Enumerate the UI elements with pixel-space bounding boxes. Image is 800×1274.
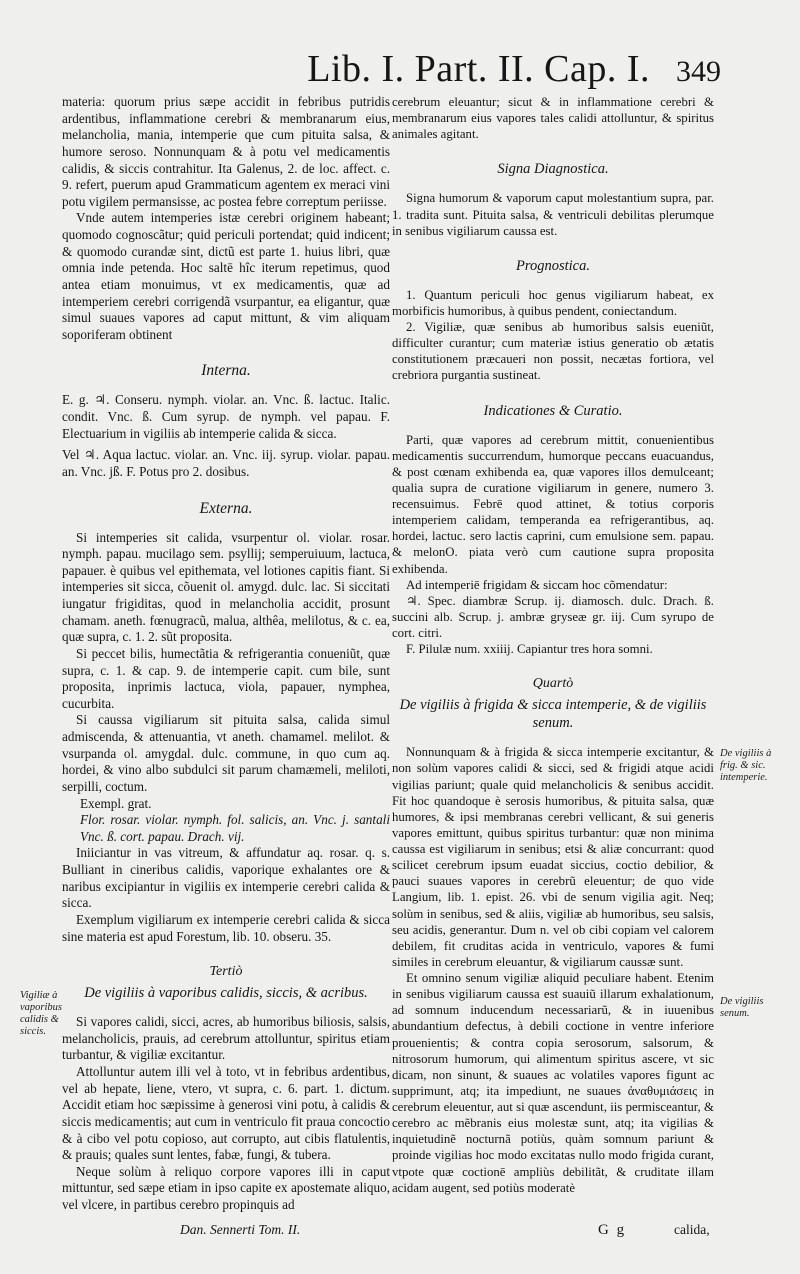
paragraph: Exemplum vigiliarum ex intemperie cerebri calida & sicca sine materia est apud Forestum, lib. 10. obseru. 35.: [62, 911, 390, 944]
section-heading-signa: Signa Diagnostica.: [497, 161, 609, 178]
paragraph: Et omnino senum vigiliæ aliquid peculiare habent. Etenim in senibus vigiliarum caussa est suauiũ illarum exhalationum, ad somnum inducendum necessariarũ, & in iuuenibus abundantium defectus, à debili coctione in ventre inferiore prouenientis; & contra copia serosorum, salsorum, & nitrosorum humorum, qui alimentum spiritus ascere, vt sic dicam, non sinunt, & suaues ac volatiles vapores figunt ac supprimunt, atq; ita impediunt, ne suaues ἀναθυμιάσεις in cerebrum eleuentur, aut si quæ ascendunt, iis permisceantur, & cerebro ac mẽbranis eius molestæ sunt, atq; ita vigilias & inquietudinẽ nocturnã potiùs, quàm somnum pariunt & proinde vigilias hoc modo excitatas nullo modo frigida curant, vtpote quæ coctionē ampliùs debilitãt, & cruditate illam acidam augent, sed potiùs moderatè: [392, 971, 714, 1195]
right-column: [392, 94, 714, 1196]
margin-note: De vigiliis à frig. & sic. intemperie.: [720, 748, 772, 783]
prescription: F. Pilulæ num. xxiiij. Capiantur tres hora somni.: [406, 642, 653, 657]
example-label: Exempl. grat.: [80, 795, 152, 811]
paragraph: Si intemperies sit calida, vsurpentur ol. violar. rosar. nymph. papau. mucilago sem. psyllij; semperuiuum, lactuca, papauer. è quibus vel epithemata, vel lotiones capitis fiant. Si intemperies sit sicca, cõuenit ol. amygd. dulc. lac. Si siccitati iungatur frigiditas, quod in melancholia accidit, prosunt chamam. aneth. fœnugracũ, malua, althêa, melilotus, & c. ea, quæ supra, c. 1. 2. sũt proposita.: [62, 529, 390, 645]
paragraph: 1. Quantum periculi hoc genus vigiliarum habeat, ex morbificis humoribus, à quibus pendent, coniectandum.: [392, 287, 714, 318]
page-number: 349: [676, 55, 721, 88]
paragraph: 2. Vigiliæ, quæ senibus ab humoribus salsis eueniũt, difficulter curantur; cum materiæ istius generatio ob ætatis constitutionem præcaueri non possit, necætas fortiora, vel crebriora purgantia sustineat.: [392, 320, 714, 383]
paragraph: Vnde autem intemperies istæ cerebri originem habeant; quomodo cognoscãtur; quid periculi portendat; quid indicent; & quomodo curandæ sint, dictũ est parte 1. huius libri, quæ omnia inde petenda. Hoc saltē hîc iterum repetimus, quod antea etiam monuimus, vt ex medicamentis, quæ ad intemperiem cerebri corrigendã vsurpantur, ea eligantur, quæ simul suaues vapores ad caput mittunt, & vim aliquam soporiferam obtinent: [62, 210, 390, 342]
margin-note: Vigiliæ à vaporibus calidis & siccis.: [20, 990, 62, 1037]
paragraph: Si caussa vigiliarum sit pituita salsa, calida simul admiscenda, & attenuantia, vt aneth. chamamel. melilot. & vsurpanda ol. amygdal. dulc. commune, in quo cum aq. hordei, & vino albo subdulci sit parum chamæmeli, meliloti, serpilli, coctum.: [62, 712, 390, 794]
catchword: calida,: [674, 1222, 710, 1237]
margin-note: De vigiliis senum.: [720, 996, 764, 1019]
signature-mark: G g: [598, 1222, 627, 1238]
paragraph: Ad intemperiē frigidam & siccam hoc cõmendatur:: [406, 577, 668, 592]
paragraph: Signa humorum & vaporum caput molestantium supra, par. 1. tradita sunt. Pituita salsa, & ventriculi debilitas plerumque in senibus vigiliarum caussa est.: [392, 191, 714, 238]
paragraph: Attolluntur autem illi vel à toto, vt in febribus ardentibus, vel ab hepate, liene, vtero, vt supra, c. 6. part. 1. dictum. Accidit etiam hoc sæpissime à generosi vini potu, à calidis & siccis medicamentis; aut cum in ventriculo fit praua concoctio & à cibo vel potu copioso, aut corrupto, aut cibis flatulentis, & prauis; quales sunt lentes, fabæ, fungi, & tubera.: [62, 1064, 390, 1163]
prescription: E. g. ♃. Conseru. nymph. violar. an. Vnc. ß. lactuc. Italic. condit. Vnc. ß. Cum syrup. de nymph. vel papau. F. Electuarium in vigiliis ab intemperie calida & sicca.: [62, 392, 390, 441]
paragraph: cerebrum eleuantur; sicut & in inflammatione cerebri & membranarum eius vapores tales calidi attolluntur, & spiritus animales agitant.: [392, 95, 714, 142]
section-ordinal: Quartò: [532, 676, 574, 692]
section-heading: De vigiliis à frigida & sicca intemperie, & de vigiliis senum.: [399, 697, 707, 732]
paragraph: Si peccet bilis, humectãtia & refrigerantia conueniũt, quæ supra, c. 1. & cap. 9. de intemperie capit. cum bile, sunt proposita, inprimis lactuca, viola, papauer, nymphea, cucurbita.: [62, 645, 390, 711]
section-heading-interna: Interna.: [201, 362, 251, 380]
section-heading-externa: Externa.: [199, 499, 253, 517]
prescription: ♃. Spec. diambræ Scrup. ij. diamosch. dulc. Drach. ß. succini alb. Scrup. j. ambræ gryseæ gr. iij. Cum syrupo de cort. citri.: [392, 593, 714, 640]
prescription: Flor. rosar. violar. nymph. fol. salicis, an. Vnc. j. santali Vnc. ß. cort. papau. Drach. vij.: [80, 812, 390, 844]
section-heading-indicationes: Indicationes & Curatio.: [483, 402, 623, 419]
running-title: Lib. I. Part. II. Cap. I.: [307, 48, 650, 90]
paragraph: Iniiciantur in vas vitreum, & affundatur aq. rosar. q. s. Bulliant in cineribus calidis, vaporique exhalantes ore & naribus excipiantur in vigiliis ex intemperie cerebri calida & sicca.: [62, 845, 390, 911]
footer-author-note: Dan. Sennerti Tom. II.: [180, 1222, 301, 1237]
section-heading: De vigiliis à vaporibus calidis, siccis, & acribus.: [84, 985, 368, 1002]
paragraph: materia: quorum prius sæpe accidit in febribus putridis ardentibus, inflammatione cerebri & membranarum eius, melancholia, mania, intemperie que cum pituita salsa, & humore seroso. Nonnunquam & à potu vel medicamentis calidis, & siccis contrahitur. Ita Galenus, 2. de loc. affect. c. 9. refert, puerum apud Grammaticum agentem ex meraci vini potu vigilem permansisse, ac postea febre correptum periisse.: [62, 94, 390, 209]
page-header: [0, 44, 800, 94]
paragraph: Nonnunquam & à frigida & sicca intemperie excitantur, & non solùm vapores calidi & sicci, sed & frigidi atque acidi vigilias pariunt; quale quid melancholicis & senibus accidit. Fit hoc quandoque è serosis humoribus, & pituita salsa, quæ humores, & ipsi membranas cerebri vellicant, & sui generis vapores emittunt, quibus spiritus turbantur: quæ non minima caussa est vigiliarum in senibus; etsi & aliæ concurrant: quod scilicet cerebrum ipsum euadat siccius, coctio debilior, & pauci suaues vapores in cerebrũ eleuentur; de quo vide Langium, lib. 1. epist. 26. vbi de senum vigilia agit. Neq; solùm in senibus, sed & aliis, vigiliæ ab humoribus, seu salsis, seu acidis, generantur. Dum n. vel ob cibi copiam vel calorem debilem, fit cruditas acida in ventriculo, vapores & fumi similes in cerebrum eleuantur, & vigiliarum caussæ sunt.: [392, 745, 714, 969]
section-heading-prognostica: Prognostica.: [516, 257, 590, 274]
section-ordinal: Tertiò: [209, 964, 243, 980]
paragraph: Neque solùm à reliquo corpore vapores illi in caput mittuntur, sed sæpe etiam in ipso capite ex apostemate aliquo, vel vlcere, in partibus cerebro propinquis ad: [62, 1163, 390, 1212]
left-column: [62, 94, 390, 1214]
paragraph: Parti, quæ vapores ad cerebrum mittit, conuenientibus medicamentis succurrendum, humorque peccans euacuandus, & post cœnam exhibenda ea, quæ vapores illos demulceant; qualia supra de curatione vigiliarum in genere, numero 3. recensuimus. Febrē quod attinet, & totius corporis intemperiem calidam, temperanda ea refrigerantibus, aq. hordei, lactuc. sero lactis caprini, cum emulsione sem. papau. & melonO. piata verò cum cautione supra proposita exhibenda.: [392, 432, 714, 576]
paragraph: Si vapores calidi, sicci, acres, ab humoribus biliosis, salsis, melancholicis, prauis, ad cerebrum attolluntur, spiritus etiam turbantur, & vigiliæ excitantur.: [62, 1014, 390, 1063]
prescription: Vel ♃. Aqua lactuc. violar. an. Vnc. iij. syrup. violar. papau. an. Vnc. jß. F. Potus pro 2. dosibus.: [62, 447, 390, 479]
